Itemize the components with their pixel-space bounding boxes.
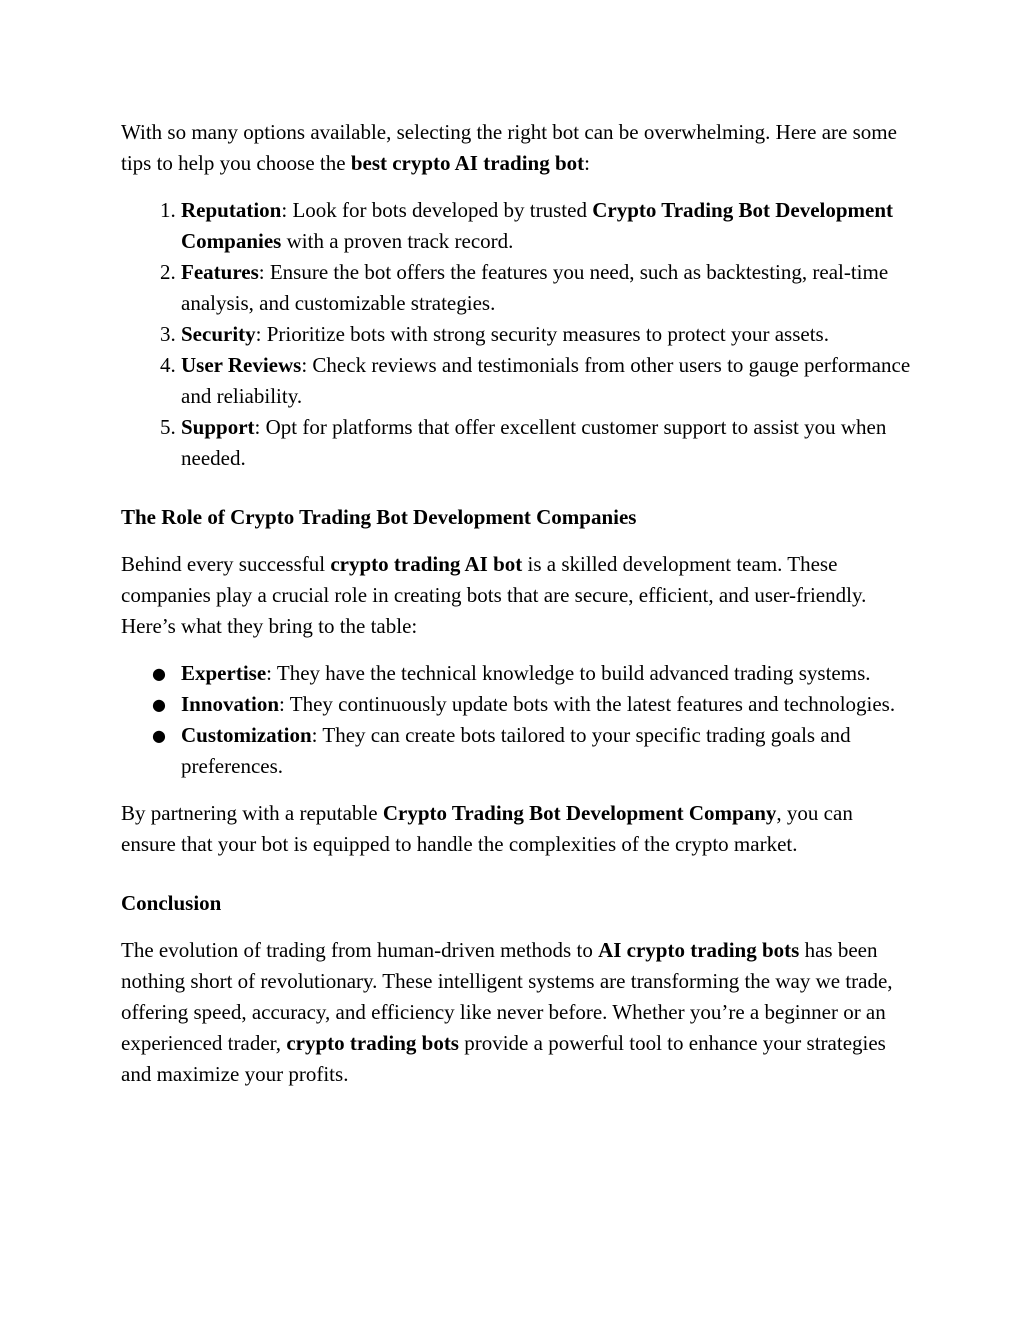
intro-paragraph xyxy=(121,117,911,179)
role-text-end: is a skilled development team. These companies play a crucial role in creating bots that are secure, efficient, and user-friendly. Here’s what they bring to the table: xyxy=(121,552,867,638)
tip-bold-term: Crypto Trading Bot Development Companies xyxy=(181,198,894,253)
intro-text-end: : xyxy=(584,151,590,175)
list-item xyxy=(181,257,911,319)
section-heading-role: The Role of Crypto Trading Bot Development Companies xyxy=(121,505,637,529)
tip-text: : Look for bots developed by trusted xyxy=(281,198,593,222)
conclusion-text-end: provide a powerful tool to enhance your strategies and maximize your profits. xyxy=(121,1031,886,1086)
tip-text: : Ensure the bot offers the features you need, such as backtesting, real-time analysis, and customizable strategies. xyxy=(181,260,889,315)
conclusion-bold-term: AI crypto trading bots xyxy=(598,938,800,962)
partnering-text-end: , you can ensure that your bot is equipped to handle the complexities of the crypto market. xyxy=(121,801,853,856)
role-text: Behind every successful xyxy=(121,552,331,576)
intro-text: With so many options available, selecting the right bot can be overwhelming. Here are some tips to help you choose the xyxy=(121,120,897,175)
benefit-text: : They have the technical knowledge to build advanced trading systems. xyxy=(266,661,871,685)
tip-label: User Reviews xyxy=(181,353,302,377)
role-paragraph xyxy=(121,549,911,642)
tip-label: Features xyxy=(181,260,259,284)
tip-text-end: with a proven track record. xyxy=(281,229,514,253)
benefit-label: Innovation xyxy=(181,692,280,716)
bullet-icon: ● xyxy=(152,726,166,745)
conclusion-text-mid: has been nothing short of revolutionary. These intelligent systems are transforming the way we trade, offering speed, accuracy, and efficiency like never before. Whether you’re a beginner or an experienced trader, xyxy=(121,938,893,1055)
conclusion-paragraph xyxy=(121,935,911,1090)
intro-bold-term: best crypto AI trading bot xyxy=(350,151,585,175)
list-item xyxy=(152,720,911,782)
partnering-text: By partnering with a reputable xyxy=(121,801,383,825)
tip-label: Support xyxy=(181,415,255,439)
bullet-icon: ● xyxy=(152,695,166,714)
conclusion-text: The evolution of trading from human-driven methods to xyxy=(121,938,599,962)
list-item xyxy=(181,195,911,257)
partnering-paragraph xyxy=(121,798,911,860)
benefits-list xyxy=(121,658,911,782)
role-bold-term: crypto trading AI bot xyxy=(330,552,523,576)
list-item xyxy=(152,658,911,689)
benefit-label: Customization xyxy=(181,723,312,747)
benefit-text: : They continuously update bots with the latest features and technologies. xyxy=(279,692,896,716)
tip-text: : Check reviews and testimonials from other users to gauge performance and reliability. xyxy=(181,353,911,408)
benefit-text: : They can create bots tailored to your specific trading goals and preferences. xyxy=(181,723,851,778)
list-item xyxy=(181,350,911,412)
document-page xyxy=(121,117,911,1106)
partnering-bold-term: Crypto Trading Bot Development Company xyxy=(382,801,777,825)
section-heading-conclusion: Conclusion xyxy=(121,891,222,915)
tips-list xyxy=(121,195,911,474)
conclusion-bold-term-2: crypto trading bots xyxy=(286,1031,459,1055)
benefit-label: Expertise xyxy=(181,661,267,685)
tip-text: : Prioritize bots with strong security measures to protect your assets. xyxy=(255,322,829,346)
tip-label: Reputation xyxy=(181,198,282,222)
list-item xyxy=(181,412,911,474)
bullet-icon: ● xyxy=(152,664,166,683)
list-item xyxy=(152,689,911,720)
list-item xyxy=(181,319,911,350)
tip-label: Security xyxy=(181,322,256,346)
tip-text: : Opt for platforms that offer excellent customer support to assist you when needed. xyxy=(181,415,887,470)
